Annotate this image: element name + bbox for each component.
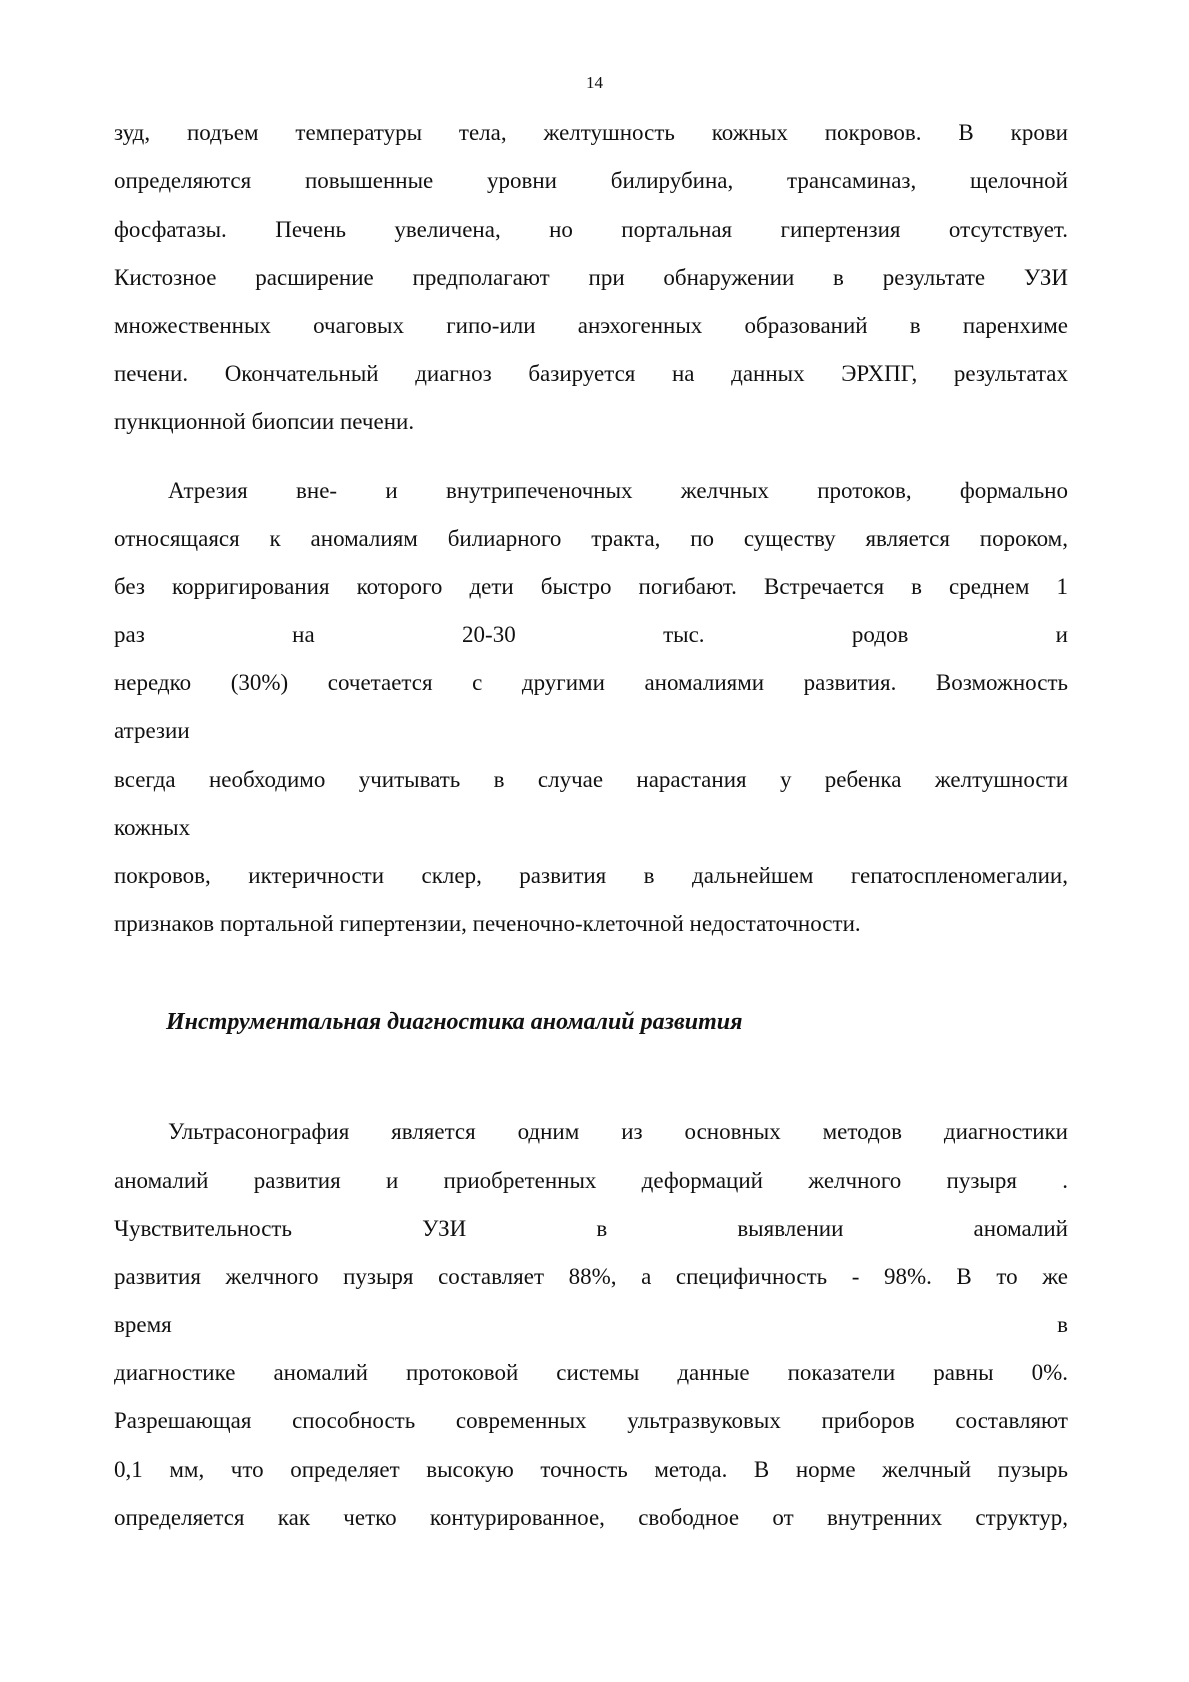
text-line: признаков портальной гипертензии, печеночно-клеточной недостаточности. bbox=[114, 911, 861, 936]
text-line: диагностике аномалий протоковой системы данные показатели равны 0%. bbox=[114, 1360, 1068, 1385]
text-line: Ультрасонография является одним из основных методов диагностики bbox=[168, 1119, 1068, 1144]
text-line: Кистозное расширение предполагают при обнаружении в результате УЗИ bbox=[114, 265, 1068, 290]
page-number: 14 bbox=[586, 73, 603, 92]
text-line: всегда необходимо учитывать в случае нарастания у ребенка желтушности bbox=[114, 767, 1068, 792]
text-line: Атрезия вне- и внутрипеченочных желчных протоков, формально bbox=[168, 478, 1068, 503]
section-heading: Инструментальная диагностика аномалий развития bbox=[166, 1009, 743, 1035]
text-line: аномалий развития и приобретенных деформаций желчного пузыря . bbox=[114, 1168, 1068, 1193]
text-line: определяется как четко контурированное, свободное от внутренних структур, bbox=[114, 1505, 1068, 1530]
text-line: покровов, иктеричности склер, развития в дальнейшем гепатоспленомегалии, bbox=[114, 863, 1068, 888]
text-line: кожных bbox=[114, 815, 191, 840]
text-line: развития желчного пузыря составляет 88%, а специфичность - 98%. В то же bbox=[114, 1264, 1068, 1289]
text-line: 0,1 мм, что определяет высокую точность метода. В норме желчный пузырь bbox=[114, 1457, 1068, 1482]
text-line: Чувствительность УЗИ в выявлении аномалий bbox=[114, 1216, 1068, 1241]
text-line: определяются повышенные уровни билирубина, трансаминаз, щелочной bbox=[114, 168, 1068, 193]
text-line: зуд, подъем температуры тела, желтушность кожных покровов. В крови bbox=[114, 120, 1068, 145]
text-line: атрезии bbox=[114, 718, 190, 743]
text-line: пункционной биопсии печени. bbox=[114, 409, 415, 434]
text-line: нередко (30%) сочетается с другими аномалиями развития. Возможность bbox=[114, 670, 1068, 695]
text-line: раз на 20-30 тыс. родов и bbox=[114, 622, 1068, 647]
text-line: множественных очаговых гипо-или анэхогенных образований в паренхиме bbox=[114, 313, 1068, 338]
text-line: печени. Окончательный диагноз базируется на данных ЭРХПГ, результатах bbox=[114, 361, 1068, 386]
text-line: относящаяся к аномалиям билиарного тракта, по существу является пороком, bbox=[114, 526, 1068, 551]
text-line: Разрешающая способность современных ультразвуковых приборов составляют bbox=[114, 1408, 1068, 1433]
text-line: без корригирования которого дети быстро погибают. Встречается в среднем 1 bbox=[114, 574, 1068, 599]
text-line: фосфатазы. Печень увеличена, но портальная гипертензия отсутствует. bbox=[114, 217, 1068, 242]
text-line: время в bbox=[114, 1312, 1068, 1337]
